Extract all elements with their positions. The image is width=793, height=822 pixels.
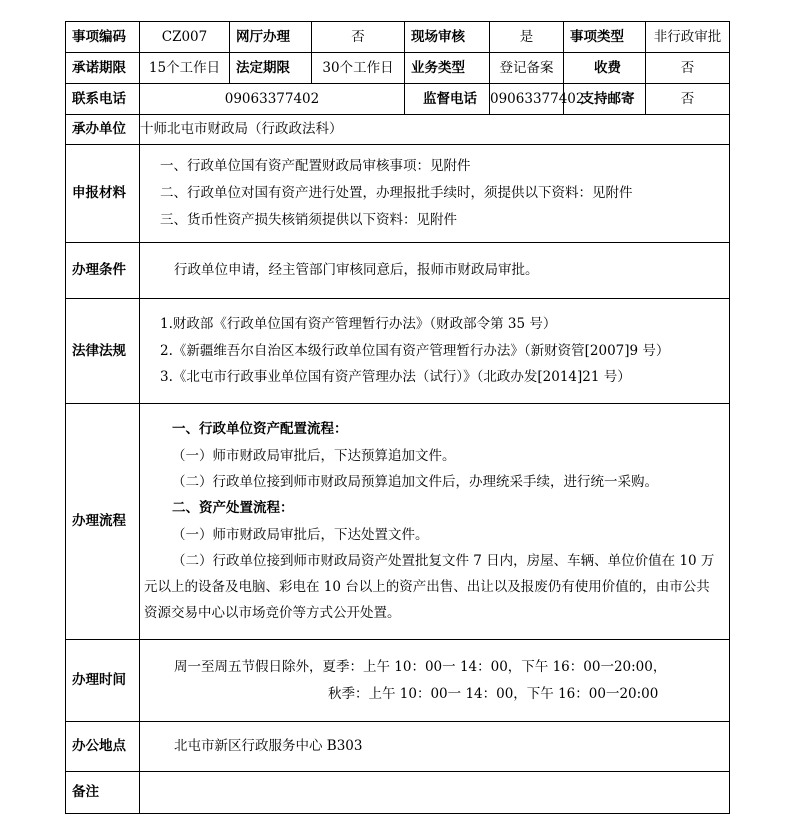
site-review-value: 是	[490, 22, 564, 53]
legal-period-value: 30个工作日	[312, 53, 405, 84]
process-step: （一）师市财政局审批后，下达处置文件。	[172, 526, 429, 543]
materials-item: 二、行政单位对国有资产进行处置，办理报批手续时，须提供以下资料：见附件	[160, 185, 633, 201]
conditions-cell	[140, 243, 730, 299]
contact-phone-label: 联系电话	[66, 84, 140, 115]
row-process	[66, 404, 730, 640]
row-basic-2	[66, 53, 730, 84]
remark-value	[140, 772, 730, 814]
row-conditions	[66, 243, 730, 299]
hall-value: 否	[312, 22, 405, 53]
mail-support-label: 支持邮寄	[564, 84, 646, 115]
materials-cell	[140, 145, 730, 243]
unit-value: 十师北屯市财政局（行政政法科）	[140, 115, 730, 145]
process-heading: 一、行政单位资产配置流程：	[172, 421, 348, 438]
item-type-label: 事项类型	[564, 22, 646, 53]
process-step-cont: 资源交易中心以市场竞价等方式公开处置。	[144, 605, 401, 622]
item-info-table	[65, 21, 730, 814]
time-label: 办理时间	[66, 640, 140, 722]
process-step: （二）行政单位接到师市财政局资产处置批复文件 7 日内，房屋、车辆、单位价值在 10 万	[172, 552, 715, 569]
row-location	[66, 722, 730, 772]
contact-phone-value: 09063377402	[140, 84, 405, 115]
legal-period-label: 法定期限	[230, 53, 312, 84]
site-review-label: 现场审核	[405, 22, 490, 53]
laws-cell	[140, 299, 730, 404]
code-value: CZ007	[140, 22, 230, 53]
item-type-value: 非行政审批	[646, 22, 730, 53]
process-step: （一）师市财政局审批后，下达预算追加文件。	[172, 447, 456, 464]
conditions-value: 行政单位申请，经主管部门审核同意后，报师市财政局审批。	[174, 262, 539, 279]
law-item: 3.《北屯市行政事业单位国有资产管理办法（试行）》（北政办发[2014]21 号）	[160, 369, 631, 386]
promise-period-label: 承诺期限	[66, 53, 140, 84]
supervise-phone-value: 09063377402	[490, 84, 564, 115]
process-cell	[140, 404, 730, 640]
row-laws	[66, 299, 730, 404]
fee-value: 否	[646, 53, 730, 84]
mail-support-value: 否	[646, 84, 730, 115]
law-item: 1.财政部《行政单位国有资产管理暂行办法》（财政部令第 35 号）	[160, 316, 557, 333]
row-basic-1	[66, 22, 730, 53]
supervise-phone-label: 监督电话	[405, 84, 490, 115]
hall-label: 网厅办理	[230, 22, 312, 53]
business-type-value: 登记备案	[490, 53, 564, 84]
promise-period-value: 15个工作日	[140, 53, 230, 84]
location-cell	[140, 722, 730, 772]
code-label: 事项编码	[66, 22, 140, 53]
process-heading: 二、资产处置流程：	[172, 500, 294, 517]
time-line: 周一至周五节假日除外，夏季：上午 10：00一 14：00，下午 16：00一20:00，	[174, 659, 667, 675]
row-time	[66, 640, 730, 722]
row-materials	[66, 145, 730, 243]
materials-item: 一、行政单位国有资产配置财政局审核事项：见附件	[160, 158, 471, 174]
location-value: 北屯市新区行政服务中心 B303	[174, 738, 363, 755]
time-cell	[140, 640, 730, 722]
process-label: 办理流程	[66, 404, 140, 640]
materials-item: 三、货币性资产损失核销须提供以下资料：见附件	[160, 212, 457, 228]
business-type-label: 业务类型	[405, 53, 490, 84]
laws-label: 法律法规	[66, 299, 140, 404]
process-step: （二）行政单位接到师市财政局预算追加文件后，办理统采手续，进行统一采购。	[172, 473, 658, 490]
time-line: 秋季：上午 10：00一 14：00，下午 16：00一20:00	[328, 685, 659, 702]
materials-label: 申报材料	[66, 145, 140, 243]
row-contact	[66, 84, 730, 115]
row-unit	[66, 115, 730, 145]
fee-label: 收费	[564, 53, 646, 84]
row-remark	[66, 772, 730, 814]
unit-label: 承办单位	[66, 115, 140, 145]
law-item: 2.《新疆维吾尔自治区本级行政单位国有资产管理暂行办法》（新财资管[2007]9 号）	[160, 342, 670, 359]
conditions-label: 办理条件	[66, 243, 140, 299]
remark-label: 备注	[66, 772, 140, 814]
location-label: 办公地点	[66, 722, 140, 772]
process-step-cont: 元以上的设备及电脑、彩电在 10 台以上的资产出售、出让以及报废仍有使用价值的，由市公共	[144, 579, 710, 596]
